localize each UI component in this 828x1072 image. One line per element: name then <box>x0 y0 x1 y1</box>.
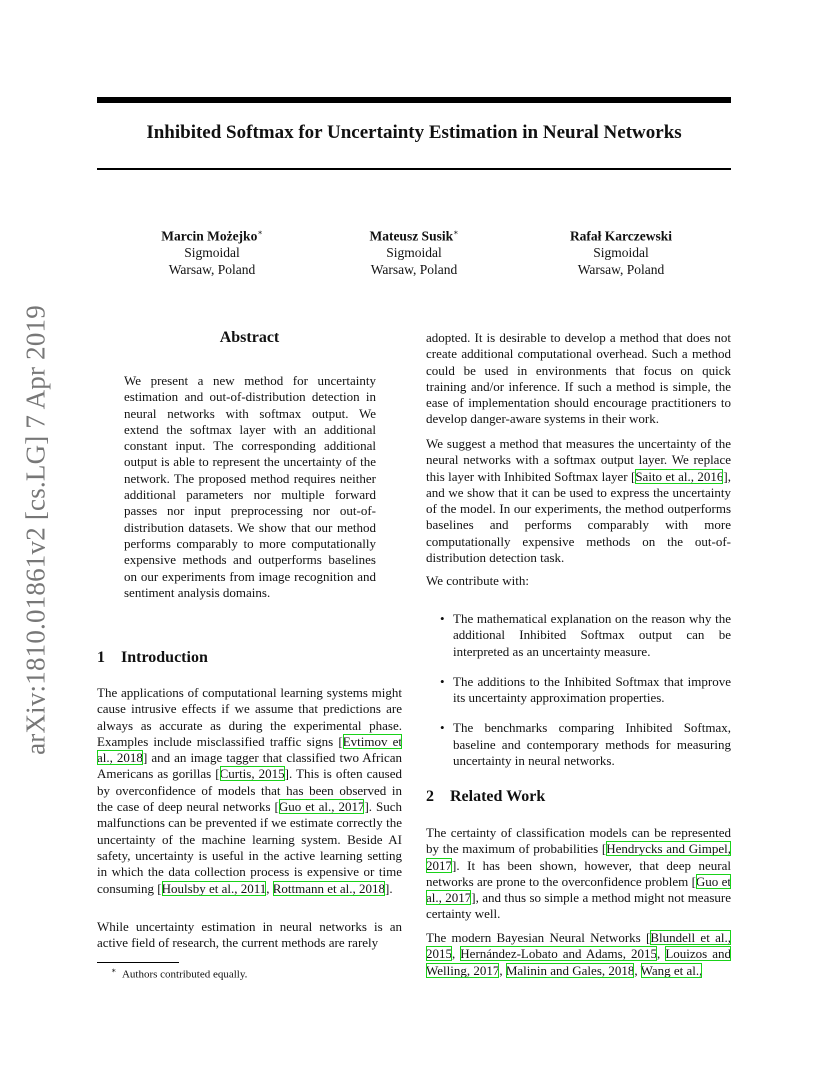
contributions-list <box>426 611 731 783</box>
author-mark: ∗ <box>257 228 263 237</box>
author-name: Marcin Możejko <box>161 228 258 244</box>
citation-link[interactable]: Curtis, 2015 <box>219 766 285 782</box>
title-rule-top <box>97 97 731 103</box>
related-paragraph-1 <box>426 825 731 923</box>
citation-link[interactable]: Hernández-Lobato and Adams, 2015 <box>460 946 658 962</box>
text-run: The certainty of classification models can be represented by the maximum of probabilities [ <box>426 825 731 857</box>
section-title: Introduction <box>121 649 208 666</box>
section-number: 1 <box>97 649 105 666</box>
bullet-icon: • <box>440 611 445 626</box>
intro-paragraph-1 <box>97 685 402 897</box>
arxiv-stamp <box>18 292 54 767</box>
citation-link[interactable]: Hendrycks and Gimpel, 2017 <box>426 841 731 873</box>
intro-paragraph-5: We contribute with: <box>426 573 529 588</box>
abstract-heading: Abstract <box>219 329 280 346</box>
title-rule-bottom <box>97 168 731 170</box>
arxiv-id: arXiv:1810.01861v2 [cs.LG] 7 Apr 2019 <box>20 304 51 755</box>
citation-link[interactable]: Louizos and Welling, 2017 <box>426 946 732 978</box>
text-run: , <box>452 946 461 962</box>
section-heading-introduction <box>97 649 402 667</box>
author-affiliation: Sigmoidal <box>386 245 442 260</box>
author-location: Warsaw, Poland <box>168 261 256 277</box>
text-run: , <box>266 880 273 896</box>
author-location: Warsaw, Poland <box>370 261 458 277</box>
bullet-icon: • <box>440 720 445 736</box>
list-item-text: The additions to the Inhibited Softmax that improve its uncertainty approximation properties. <box>453 673 731 706</box>
list-item <box>426 611 731 660</box>
citation-link[interactable]: Rottmann et al., 2018 <box>272 880 386 896</box>
text-run: ]. This is often caused by overconfidence of models that has been observed in the case of deep neural networks [ <box>97 766 402 815</box>
citation-link[interactable]: Guo et al., 2017 <box>426 873 731 906</box>
list-item <box>426 720 731 769</box>
related-paragraph-2 <box>426 930 731 979</box>
abstract-text: We present a new method for uncertainty estimation and out-of-distribution detection in neural networks with softmax output. We extend the softmax layer with an additional constant input. The corresponding additional output is able to represent the uncertainty of the network. The proposed method requires neither additional parameters nor multiple forward passes nor input preprocessing nor out-of-distribution datasets. We show that our method performs comparably to more computationally expensive methods and outperforms baselines on our experiments from image recognition and sentiment analysis domains. <box>124 373 376 600</box>
intro-paragraph-4 <box>426 436 731 566</box>
text-run: ], and thus so simple a method might not measure certainty well. <box>426 890 732 922</box>
author-mark: ∗ <box>453 228 459 237</box>
citation-link[interactable]: Malinin and Gales, 2018 <box>505 962 635 978</box>
text-run: We suggest a method that measures the uncertainty of the neural networks with a softmax output layer. We replace this layer with Inhibited Softmax layer [ <box>426 436 731 484</box>
text-run: The modern Bayesian Neural Networks [ <box>426 930 651 945</box>
author-name: Mateusz Susik <box>369 228 454 244</box>
author-block-3 <box>521 225 721 278</box>
footnote-mark: ∗ <box>111 966 117 975</box>
list-item <box>426 674 731 707</box>
text-run: ] and an image tagger that classified two African Americans as gorillas [ <box>97 750 402 782</box>
author-name: Rafał Karczewski <box>569 228 673 244</box>
text-run: ]. It has been shown, however, that deep neural networks are prone to the overconfidence problem [ <box>426 857 731 889</box>
citation-link[interactable]: Wang et al., <box>640 962 703 978</box>
author-block-1 <box>112 225 312 278</box>
citation-link[interactable]: Houlsby et al., 2011 <box>161 880 267 896</box>
footnote-rule <box>97 962 179 963</box>
text-run: , <box>634 962 641 978</box>
author-block-2 <box>314 225 514 278</box>
section-title: Related Work <box>450 788 546 805</box>
section-heading-related-work <box>426 788 731 806</box>
citation-link[interactable]: Saito et al., 2016 <box>635 468 724 484</box>
text-run: ]. Such malfunctions can be prevented if we estimate correctly the uncertainty of the machine learning system. Beside AI safety, uncertainty is useful in the active learning setting in which the data collection process is expensive or time consuming [ <box>97 799 402 896</box>
citation-link[interactable]: Guo et al., 2017 <box>278 799 365 815</box>
author-affiliation: Sigmoidal <box>184 245 240 260</box>
intro-paragraph-2: While uncertainty estimation in neural networks is an active field of research, the current methods are rarely <box>97 919 402 951</box>
bullet-icon: • <box>440 673 445 689</box>
author-location: Warsaw, Poland <box>577 261 665 277</box>
text-run: , <box>657 946 666 962</box>
list-item-text: The mathematical explanation on the reason why the additional Inhibited Softmax output can be interpreted as an uncertainty measure. <box>453 611 731 659</box>
citation-link[interactable]: Blundell et al., 2015 <box>426 930 731 962</box>
list-item-text: The benchmarks comparing Inhibited Softmax, baseline and contemporary methods for measuring uncertainty in neural networks. <box>453 720 731 769</box>
paper-title: Inhibited Softmax for Uncertainty Estimation in Neural Networks <box>146 122 682 143</box>
footnote <box>111 964 247 982</box>
footnote-text: Authors contributed equally. <box>121 968 248 981</box>
text-run: ]. <box>385 880 393 896</box>
text-run: , <box>499 962 506 978</box>
author-affiliation: Sigmoidal <box>593 245 649 260</box>
text-run: The applications of computational learning systems might cause intrusive effects if we assume that predictions are always as accurate as during the experimental phase. Examples include misclassified traffic signs [ <box>97 685 402 749</box>
section-number: 2 <box>426 788 434 805</box>
intro-paragraph-3: adopted. It is desirable to develop a method that does not create additional computational overhead. Such a method could be used in environments that focus on quick training and/or inference. If such a method is simple, the ease of implementation should encourage practitioners to develop danger-aware systems in their work. <box>426 330 731 427</box>
citation-link[interactable]: Evtimov et al., 2018 <box>97 733 402 766</box>
text-run: ], and we show that it can be used to express the uncertainty of the model. In our experiments, the method outperforms baselines and performs comparably with more computationally expensive methods on the out-of-distribution detection task. <box>426 468 731 566</box>
